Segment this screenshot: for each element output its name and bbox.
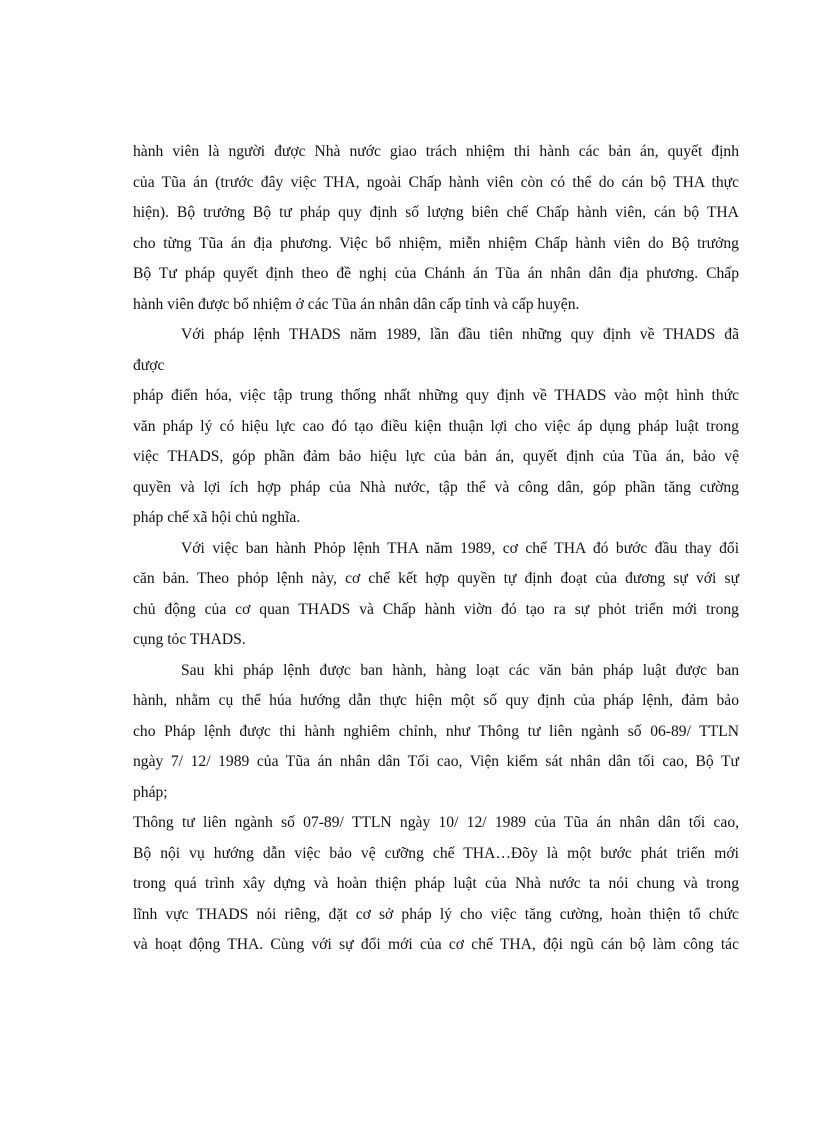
text-line: ngày 7/ 12/ 1989 của Tũa án nhân dân Tối cao, Viện kiểm sát nhân dân tối cao, Bộ Tư bbox=[133, 753, 739, 770]
text-line: Với pháp lệnh THADS năm 1989, lần đầu tiên những quy định về THADS đã bbox=[181, 326, 740, 343]
text-line: trong quá trình xây dựng và hoàn thiện pháp luật của Nhà nước ta nói chung và trong bbox=[133, 875, 740, 892]
text-line: chủ động của cơ quan THADS và Chấp hành viờn đó tạo ra sự phỏt triển mới trong bbox=[133, 600, 739, 618]
text-line: căn bản. Theo phỏp lệnh này, cơ chế kết hợp quyền tự định đoạt của đương sự với sự bbox=[133, 570, 740, 587]
body-text bbox=[133, 137, 739, 961]
text-line: cho Pháp lệnh được thi hành nghiêm chỉnh, như Thông tư liên ngành số 06-89/ TTLN bbox=[133, 722, 740, 740]
text-line: Thông tư liên ngành số 07-89/ TTLN ngày 10/ 12/ 1989 của Tũa án nhân dân tối cao, bbox=[133, 814, 740, 831]
text-line: quyền và lợi ích hợp pháp của Nhà nước, tập thể và công dân, góp phần tăng cường bbox=[133, 478, 739, 496]
text-line: văn pháp lý có hiệu lực cao đó tạo điều kiện thuận lợi cho việc áp dụng pháp luật trong bbox=[133, 417, 739, 435]
text-line: cụng tỏc THADS. bbox=[133, 631, 246, 648]
text-line: hiện). Bộ trưởng Bộ tư pháp quy định số lượng biên chế Chấp hành viên, cán bộ THA bbox=[133, 204, 739, 221]
text-line: việc THADS, góp phần đảm bảo hiệu lực của bản án, quyết định của Tũa án, bảo vệ bbox=[133, 448, 739, 465]
text-line: Sau khi pháp lệnh được ban hành, hàng loạt các văn bản pháp luật được ban bbox=[181, 661, 740, 679]
text-line: hành viên là người được Nhà nước giao trách nhiệm thi hành các bản án, quyết định bbox=[133, 143, 740, 160]
text-line: hành, nhằm cụ thể húa hướng dẫn thực hiện một số quy định của pháp lệnh, đảm bảo bbox=[133, 692, 739, 709]
text-line: Với việc ban hành Phỏp lệnh THA năm 1989, cơ chế THA đó bước đầu thay đổi bbox=[181, 539, 740, 557]
text-line: pháp; bbox=[133, 783, 168, 801]
text-line: pháp chế xã hội chủ nghĩa. bbox=[133, 509, 301, 526]
text-line: được bbox=[133, 356, 165, 374]
text-line: cho từng Tũa án địa phương. Việc bổ nhiệm, miễn nhiệm Chấp hành viên do Bộ trưởng bbox=[133, 234, 739, 252]
text-line: hành viên được bổ nhiệm ở các Tũa án nhân dân cấp tỉnh và cấp huyện. bbox=[133, 295, 580, 313]
text-line: pháp điển hóa, việc tập trung thống nhất những quy định về THADS vào một hình thức bbox=[133, 387, 740, 404]
text-line: Bộ nội vụ hướng dẫn việc bảo vệ cưỡng chế THA…Đõy là một bước phát triển mới bbox=[133, 844, 739, 862]
text-line: Bộ Tư pháp quyết định theo đề nghị của Chánh án Tũa án nhân dân địa phương. Chấp bbox=[133, 265, 739, 282]
text-line: của Tũa án (trước đây việc THA, ngoài Chấp hành viên còn có thể do cán bộ THA thực bbox=[133, 173, 740, 191]
text-line: và hoạt động THA. Cùng với sự đổi mới của cơ chế THA, đội ngũ cán bộ làm công tác bbox=[133, 936, 739, 953]
text-line: lĩnh vực THADS nói riêng, đặt cơ sở pháp lý cho việc tăng cường, hoàn thiện tổ chức bbox=[133, 905, 739, 923]
